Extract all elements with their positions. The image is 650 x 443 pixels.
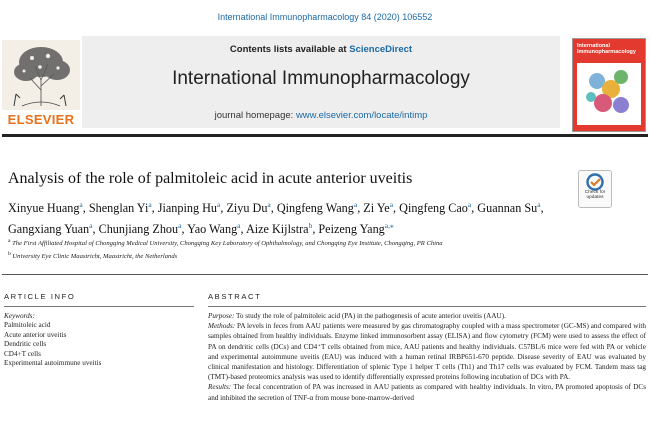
author-affiliation-marker[interactable]: b bbox=[308, 221, 313, 231]
author-affiliation-marker[interactable]: a bbox=[389, 200, 394, 209]
affiliation-line bbox=[8, 236, 638, 249]
header-divider bbox=[2, 134, 648, 137]
cover-title: International Immunopharmacology bbox=[577, 43, 636, 55]
author-list: Xinyue Huang$^a$, Shenglan Yi$^a$, Jianping Hu$^a$, Ziyu Du$^a$, Qingfeng Wang$^a$, Zi Ye$^a$, Qingfeng Cao$^a$, Guannan Su$^a$, Gangxiang Yuan$^a$, Chunjiang Zhou$^a$, Yao Wang$^a$, Aize Kijlstra$^b$, Peizeng Yang$^{a,⁎}$ bbox=[8, 200, 544, 237]
check-for-updates-icon bbox=[579, 172, 611, 192]
abstract-section-text: To study the role of palmitoleic acid (PA) in the pathogenesis of acute anterior uveitis (AAU). bbox=[234, 312, 506, 320]
author-name-text: Chunjiang Zhou bbox=[98, 222, 179, 237]
author-affiliation-marker[interactable]: a bbox=[178, 221, 182, 231]
keywords-list bbox=[4, 321, 194, 368]
journal-homepage-link[interactable]: www.elsevier.com/locate/intimp bbox=[295, 110, 428, 121]
article-title: Analysis of the role of palmitoleic acid in acute anterior uveitis bbox=[8, 170, 413, 187]
abstract-section-label: Results: bbox=[208, 383, 232, 392]
author-affiliation-marker[interactable]: a bbox=[467, 200, 472, 209]
author-affiliation-marker[interactable]: a bbox=[353, 200, 358, 209]
journal-title: International Immunopharmacology bbox=[172, 68, 470, 89]
author-name[interactable] bbox=[158, 201, 221, 215]
abstract-section-text: PA levels in feces from AAU patients were measured by gas chromatography coupled with a mass spectrometer (GC-MS) and compared with samples obtained from healthy individuals. Enzyme linked immunosorbent assay (ELISA) and flow cytometry (FCM) were used to assess the effect of PA on dendritic cells (DCs) and CD4⁺T cells obtained from mice, AAU patients and healthy individuals. C57BL/6 mice were fed with PA or vehicle and experimental autoimmune uveitis (EAU) was induced with a human retinal IRBP651-670 peptide. Disease severity of EAU was evaluated by clinical manifestation and histology. Differentiation of splenic Type 1 helper T cells (Th1) and Th17 cells was evaluated by FCM. Tandem mass tag (TMT)-based proteomics analysis was used to identify differentially expressed proteins following incubation of DCs with PA. bbox=[208, 322, 646, 382]
citation-link[interactable]: International Immunopharmacology 84 (2020) 106552 bbox=[217, 12, 433, 22]
abstract-rule bbox=[208, 306, 646, 307]
contents-available-line bbox=[82, 44, 560, 55]
author-name-text: Ziyu Du bbox=[226, 201, 268, 216]
abstract-paragraph bbox=[208, 311, 646, 321]
abstract-paragraph bbox=[208, 321, 646, 382]
author-name[interactable] bbox=[187, 222, 240, 236]
author-name-text: Shenglan Yi bbox=[88, 201, 149, 216]
abstract-section-label: Methods: bbox=[208, 322, 236, 331]
affiliation-marker: b bbox=[8, 251, 11, 258]
abstract-heading: ABSTRACT bbox=[208, 292, 262, 301]
author-affiliation-marker[interactable]: a bbox=[79, 200, 83, 209]
affiliation-text: University Eye Clinic Maastricht, Maastricht, the Netherlands bbox=[10, 253, 178, 261]
author-name-text: Gangxiang Yuan bbox=[8, 222, 90, 237]
author-name-text: Qingfeng Wang bbox=[276, 201, 354, 216]
author-name-text: Zi Ye bbox=[363, 201, 390, 216]
keywords-label: Keywords: bbox=[4, 312, 35, 320]
article-info-heading: ARTICLE INFO bbox=[4, 292, 76, 301]
cover-molecule-icon bbox=[577, 63, 641, 125]
front-matter-divider bbox=[2, 274, 648, 275]
abstract-section-text: The fecal concentration of PA was increased in AAU patients as compared with healthy individuals. In vitro, PA promoted apoptosis of DCs and inhibited the secretion of TNF-α from mouse bone-marrow-derived bbox=[208, 383, 646, 402]
author-affiliation-marker[interactable]: a bbox=[148, 200, 152, 209]
publisher-wordmark: ELSEVIER bbox=[7, 112, 75, 127]
author-affiliation-marker[interactable]: a bbox=[267, 200, 271, 209]
keyword-item: Palmitoleic acid bbox=[4, 321, 51, 330]
keyword-item: Experimental autoimmune uveitis bbox=[4, 359, 102, 368]
check-for-updates-badge[interactable] bbox=[578, 170, 612, 208]
sciencedirect-link[interactable]: ScienceDirect bbox=[349, 44, 413, 55]
author-name[interactable] bbox=[226, 201, 270, 215]
author-name[interactable] bbox=[8, 222, 92, 236]
author-name[interactable] bbox=[277, 201, 357, 215]
author-name[interactable] bbox=[477, 201, 540, 215]
author-name-text: Yao Wang bbox=[187, 222, 238, 237]
author-affiliation-marker[interactable]: a bbox=[217, 200, 221, 209]
author-name-text: Aize Kijlstra bbox=[245, 222, 309, 237]
author-affiliation-marker[interactable]: a bbox=[537, 200, 541, 209]
author-name-text: Qingfeng Cao bbox=[399, 201, 468, 216]
keyword-item: CD4+T cells bbox=[4, 349, 41, 358]
contents-prefix: Contents lists available at bbox=[229, 44, 350, 55]
author-name[interactable] bbox=[318, 222, 393, 236]
affiliation-line bbox=[8, 249, 638, 262]
author-name[interactable] bbox=[8, 201, 83, 215]
author-name[interactable] bbox=[399, 201, 471, 215]
article-info-rule bbox=[4, 306, 194, 307]
abstract-section-label: Purpose: bbox=[208, 312, 235, 320]
author-name[interactable] bbox=[99, 222, 182, 236]
author-affiliation-marker[interactable]: a,⁎ bbox=[384, 221, 394, 231]
affiliations bbox=[8, 236, 638, 262]
keyword-item: Dendritic cells bbox=[4, 340, 47, 349]
author-name[interactable] bbox=[89, 201, 152, 215]
abstract-paragraph bbox=[208, 382, 646, 402]
journal-cover-thumbnail[interactable] bbox=[572, 38, 646, 132]
author-affiliation-marker[interactable]: a bbox=[237, 221, 241, 231]
journal-homepage-line bbox=[82, 110, 560, 121]
homepage-prefix: journal homepage: bbox=[214, 110, 296, 121]
author-name[interactable] bbox=[246, 222, 312, 236]
journal-citation[interactable] bbox=[0, 12, 650, 22]
author-name-text: Xinyue Huang bbox=[8, 201, 80, 216]
author-affiliation-marker[interactable]: a bbox=[89, 221, 93, 231]
author-name-text: Peizeng Yang bbox=[318, 222, 385, 237]
author-name-text: Jianping Hu bbox=[157, 201, 218, 216]
author-name-text: Guannan Su bbox=[477, 201, 538, 216]
abstract-body bbox=[208, 311, 646, 403]
author-name[interactable] bbox=[363, 201, 393, 215]
keyword-item: Acute anterior uveitis bbox=[4, 330, 67, 339]
affiliation-text: The First Affiliated Hospital of Chongqing Medical University, Chongqing Key Laboratory of Ophthalmology, and Chongqing Eye Institute, Chongqing, PR China bbox=[10, 240, 443, 248]
affiliation-marker: a bbox=[8, 238, 11, 244]
check-for-updates-label: Check for updates bbox=[584, 190, 606, 200]
keywords-box bbox=[4, 312, 194, 368]
